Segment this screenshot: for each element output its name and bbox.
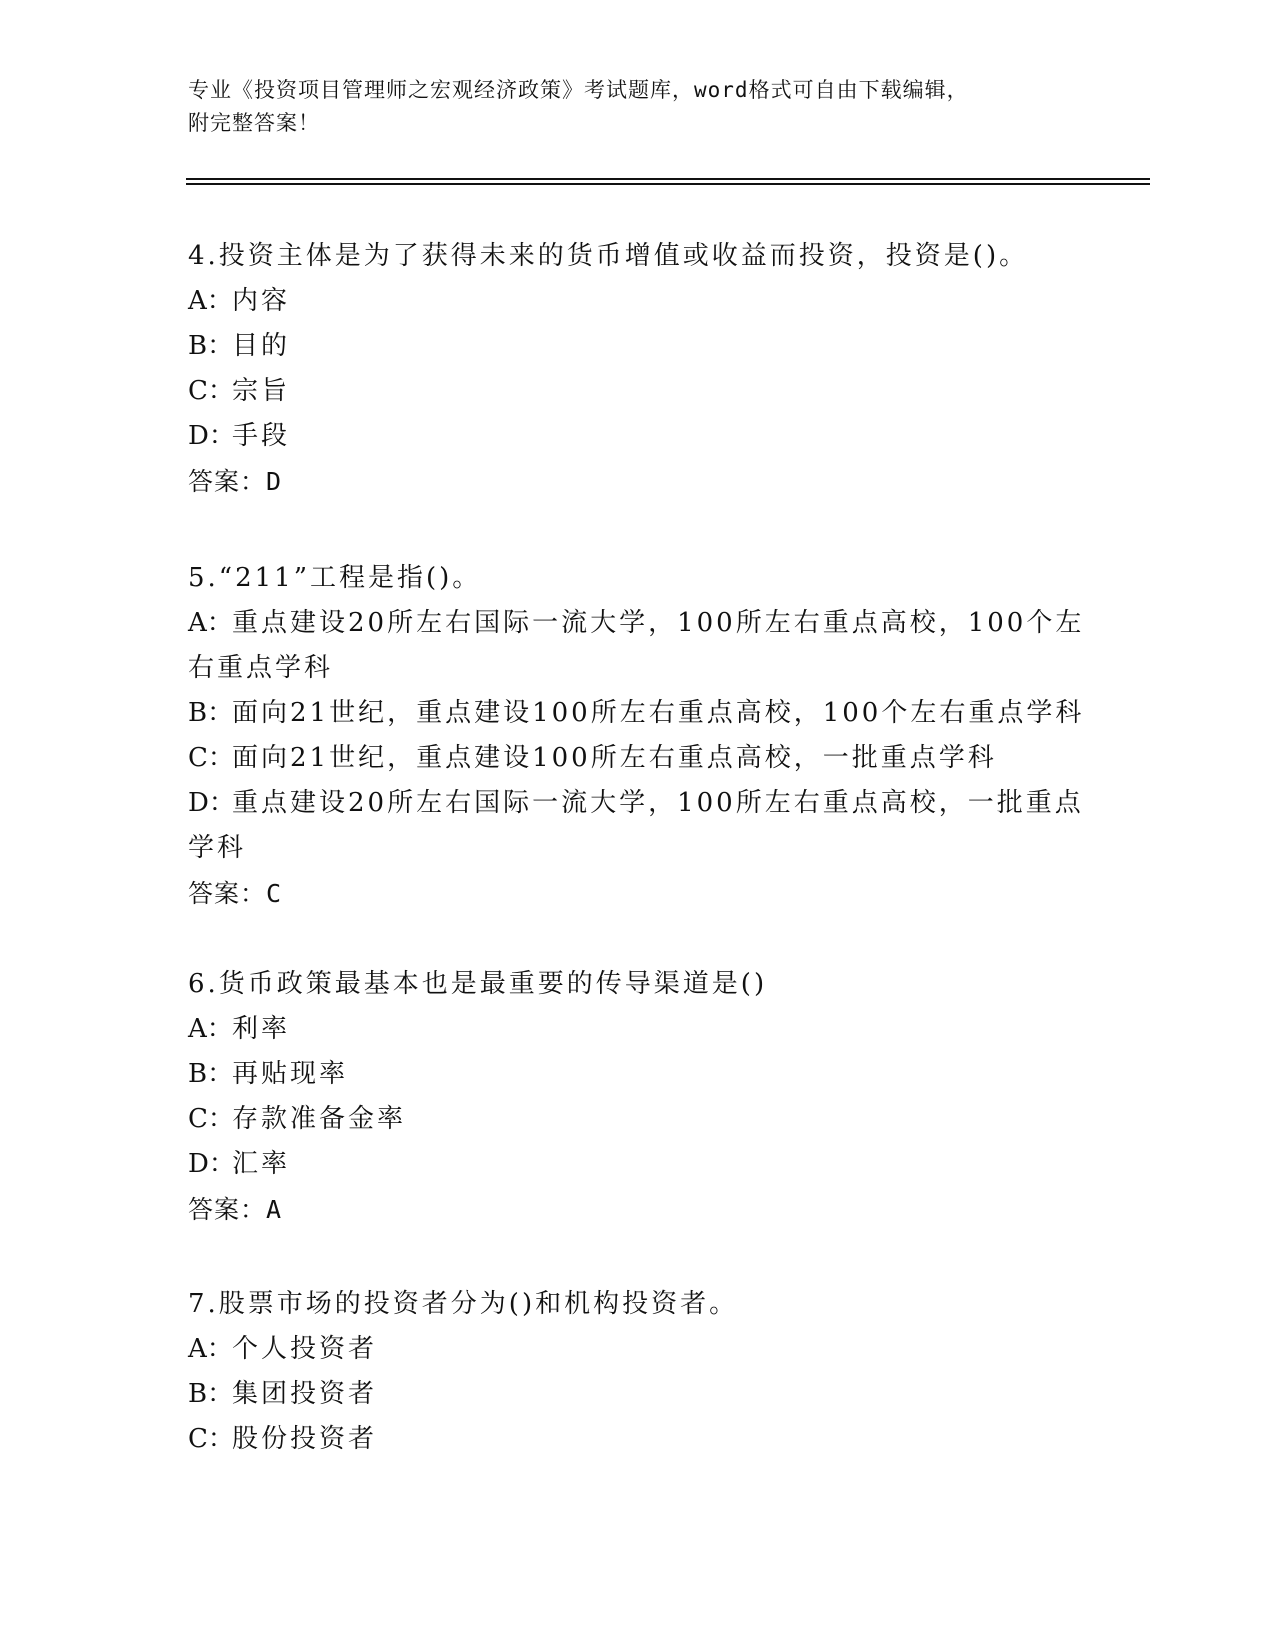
question-text: 4.投资主体是为了获得未来的货币增值或收益而投资，投资是()。 [188, 241, 1029, 271]
question-7 [188, 1282, 1088, 1462]
answer-line: 答案：D [188, 467, 283, 496]
option-text: 利率 [232, 1014, 291, 1044]
option-d [188, 781, 1088, 871]
option-text: 存款准备金率 [232, 1104, 407, 1134]
option-text: 重点建设20所左右国际一流大学，100所左右重点高校，一批重点学科 [188, 788, 1084, 863]
answer-line: 答案：A [188, 1195, 283, 1224]
option-text: 集团投资者 [232, 1379, 378, 1409]
option-key: B： [188, 331, 234, 361]
option-key: B： [188, 698, 234, 728]
option-b [188, 1372, 1088, 1417]
option-d [188, 1142, 1088, 1187]
option-text: 股份投资者 [232, 1424, 378, 1454]
option-key: C： [188, 376, 234, 406]
answer-line: 答案：C [188, 879, 283, 908]
option-key: D： [188, 421, 235, 451]
question-5 [188, 556, 1088, 916]
question-6 [188, 962, 1088, 1232]
option-a [188, 601, 1088, 691]
option-text: 面向21世纪，重点建设100所左右重点高校，一批重点学科 [232, 743, 997, 773]
option-b [188, 691, 1088, 736]
option-key: A： [188, 286, 233, 316]
header-divider-bottom [186, 183, 1150, 185]
option-text: 汇率 [232, 1149, 291, 1179]
option-text: 内容 [232, 286, 291, 316]
option-b [188, 324, 1088, 369]
option-a [188, 279, 1088, 324]
option-key: A： [188, 1014, 233, 1044]
question-text: 7.股票市场的投资者分为()和机构投资者。 [188, 1289, 739, 1319]
option-c [188, 369, 1088, 414]
option-c [188, 1417, 1088, 1462]
option-key: C： [188, 743, 234, 773]
option-text: 宗旨 [232, 376, 291, 406]
option-key: A： [188, 1334, 233, 1364]
question-4 [188, 234, 1088, 504]
question-text: 6.货币政策最基本也是最重要的传导渠道是() [188, 969, 768, 999]
header-line-1: 专业《投资项目管理师之宏观经济政策》考试题库，word格式可自由下载编辑， [188, 78, 969, 102]
option-a [188, 1327, 1088, 1372]
option-text: 再贴现率 [232, 1059, 349, 1089]
option-c [188, 736, 1088, 781]
option-d [188, 414, 1088, 459]
header-line-2: 附完整答案！ [188, 111, 320, 135]
document-header [188, 74, 1088, 140]
option-key: D： [188, 1149, 235, 1179]
option-key: B： [188, 1379, 234, 1409]
option-key: C： [188, 1104, 234, 1134]
header-divider-top [186, 178, 1150, 180]
option-a [188, 1007, 1088, 1052]
option-text: 个人投资者 [232, 1334, 378, 1364]
option-c [188, 1097, 1088, 1142]
option-text: 手段 [232, 421, 291, 451]
option-text: 目的 [232, 331, 291, 361]
option-text: 重点建设20所左右国际一流大学，100所左右重点高校，100个左右重点学科 [188, 608, 1085, 683]
option-text: 面向21世纪，重点建设100所左右重点高校，100个左右重点学科 [232, 698, 1085, 728]
option-key: A： [188, 608, 233, 638]
option-key: D： [188, 788, 235, 818]
question-text: 5.“211”工程是指()。 [188, 563, 482, 593]
option-key: B： [188, 1059, 234, 1089]
option-b [188, 1052, 1088, 1097]
option-key: C： [188, 1424, 234, 1454]
